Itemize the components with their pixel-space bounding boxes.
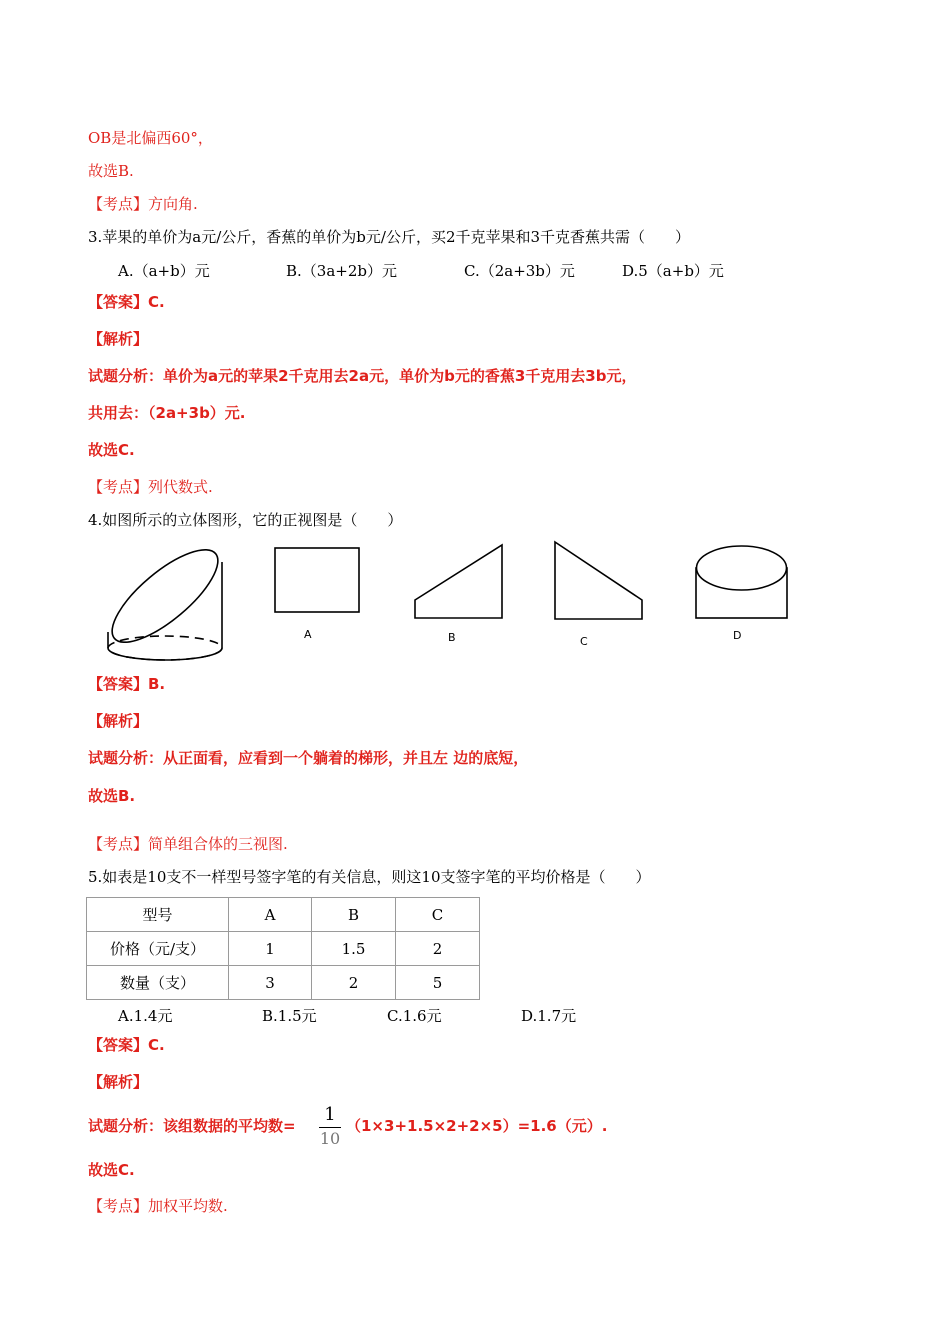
table-header-cell: 型号	[87, 898, 229, 932]
q5-analysis-suffix: （1×3+1.5×2+2×5）=1.6（元）.	[346, 1117, 608, 1135]
q5-option-a: A.1.4元	[118, 1007, 173, 1025]
prev-kaodian: 【考点】方向角.	[88, 195, 198, 213]
q3-option-b: B.（3a+2b）元	[286, 262, 397, 280]
q5-info-table	[86, 897, 480, 1000]
table-row	[87, 966, 480, 1000]
q4-answer: 【答案】B.	[88, 675, 166, 693]
table-row	[87, 932, 480, 966]
q5-choose: 故选C.	[88, 1161, 135, 1179]
q3-stem: 3.苹果的单价为a元/公斤，香蕉的单价为b元/公斤，买2千克苹果和3千克香蕉共需（ ）	[88, 228, 691, 246]
q4-solid-figure	[100, 540, 230, 665]
q4-option-b-trapezoid	[410, 540, 510, 622]
q4-label-a: A	[304, 628, 312, 641]
q3-option-d: D.5（a+b）元	[622, 262, 724, 280]
table-header-cell: A	[229, 898, 312, 932]
q5-option-c: C.1.6元	[387, 1007, 442, 1025]
q4-option-a-square	[272, 545, 364, 615]
q3-analysis-2: 共用去：（2a+3b）元.	[88, 404, 246, 422]
q4-option-d-figure	[692, 540, 792, 622]
fraction-bar	[319, 1127, 341, 1128]
table-cell: 5	[396, 966, 480, 1000]
table-cell: 1	[229, 932, 312, 966]
q4-option-c-trapezoid	[550, 538, 650, 623]
prev-choice-line: 故选B.	[88, 162, 134, 180]
table-cell: 2	[312, 966, 396, 1000]
q5-option-d: D.1.7元	[521, 1007, 577, 1025]
table-cell: 1.5	[312, 932, 396, 966]
q5-answer: 【答案】C.	[88, 1036, 165, 1054]
q4-stem: 4.如图所示的立体图形，它的正视图是（ ）	[88, 511, 403, 529]
q3-option-a: A.（a+b）元	[118, 262, 210, 280]
table-cell: 数量（支）	[87, 966, 229, 1000]
table-header-cell: C	[396, 898, 480, 932]
prev-solution-line: OB是北偏西60°，	[88, 129, 213, 147]
table-row	[87, 898, 480, 932]
q3-jiexi: 【解析】	[88, 330, 149, 348]
q4-label-c: C	[580, 635, 588, 648]
table-cell: 3	[229, 966, 312, 1000]
q5-analysis-prefix: 试题分析：该组数据的平均数=	[88, 1117, 296, 1135]
q4-label-d: D	[733, 629, 742, 642]
fraction-numerator: 1	[324, 1104, 336, 1125]
q5-option-b: B.1.5元	[262, 1007, 317, 1025]
q3-analysis-1: 试题分析：单价为a元的苹果2千克用去2a元，单价为b元的香蕉3千克用去3b元，	[88, 367, 637, 385]
q3-kaodian: 【考点】列代数式.	[88, 478, 213, 496]
q4-jiexi: 【解析】	[88, 712, 149, 730]
table-cell: 价格（元/支）	[87, 932, 229, 966]
q4-choose: 故选B.	[88, 787, 136, 805]
q5-fraction	[319, 1105, 341, 1148]
q4-label-b: B	[448, 631, 456, 644]
q4-analysis-1: 试题分析：从正面看，应看到一个躺着的梯形，并且左 边的底短，	[88, 749, 529, 767]
fraction-denominator: 10	[319, 1129, 341, 1148]
q5-stem: 5.如表是10支不一样型号签字笔的有关信息，则这10支签字笔的平均价格是（ ）	[88, 868, 651, 886]
q3-answer: 【答案】C.	[88, 293, 165, 311]
table-cell: 2	[396, 932, 480, 966]
table-header-cell: B	[312, 898, 396, 932]
q3-choose: 故选C.	[88, 441, 135, 459]
q4-kaodian: 【考点】简单组合体的三视图.	[88, 835, 288, 853]
q5-jiexi: 【解析】	[88, 1073, 149, 1091]
q3-option-c: C.（2a+3b）元	[464, 262, 575, 280]
q5-kaodian: 【考点】加权平均数.	[88, 1197, 228, 1215]
